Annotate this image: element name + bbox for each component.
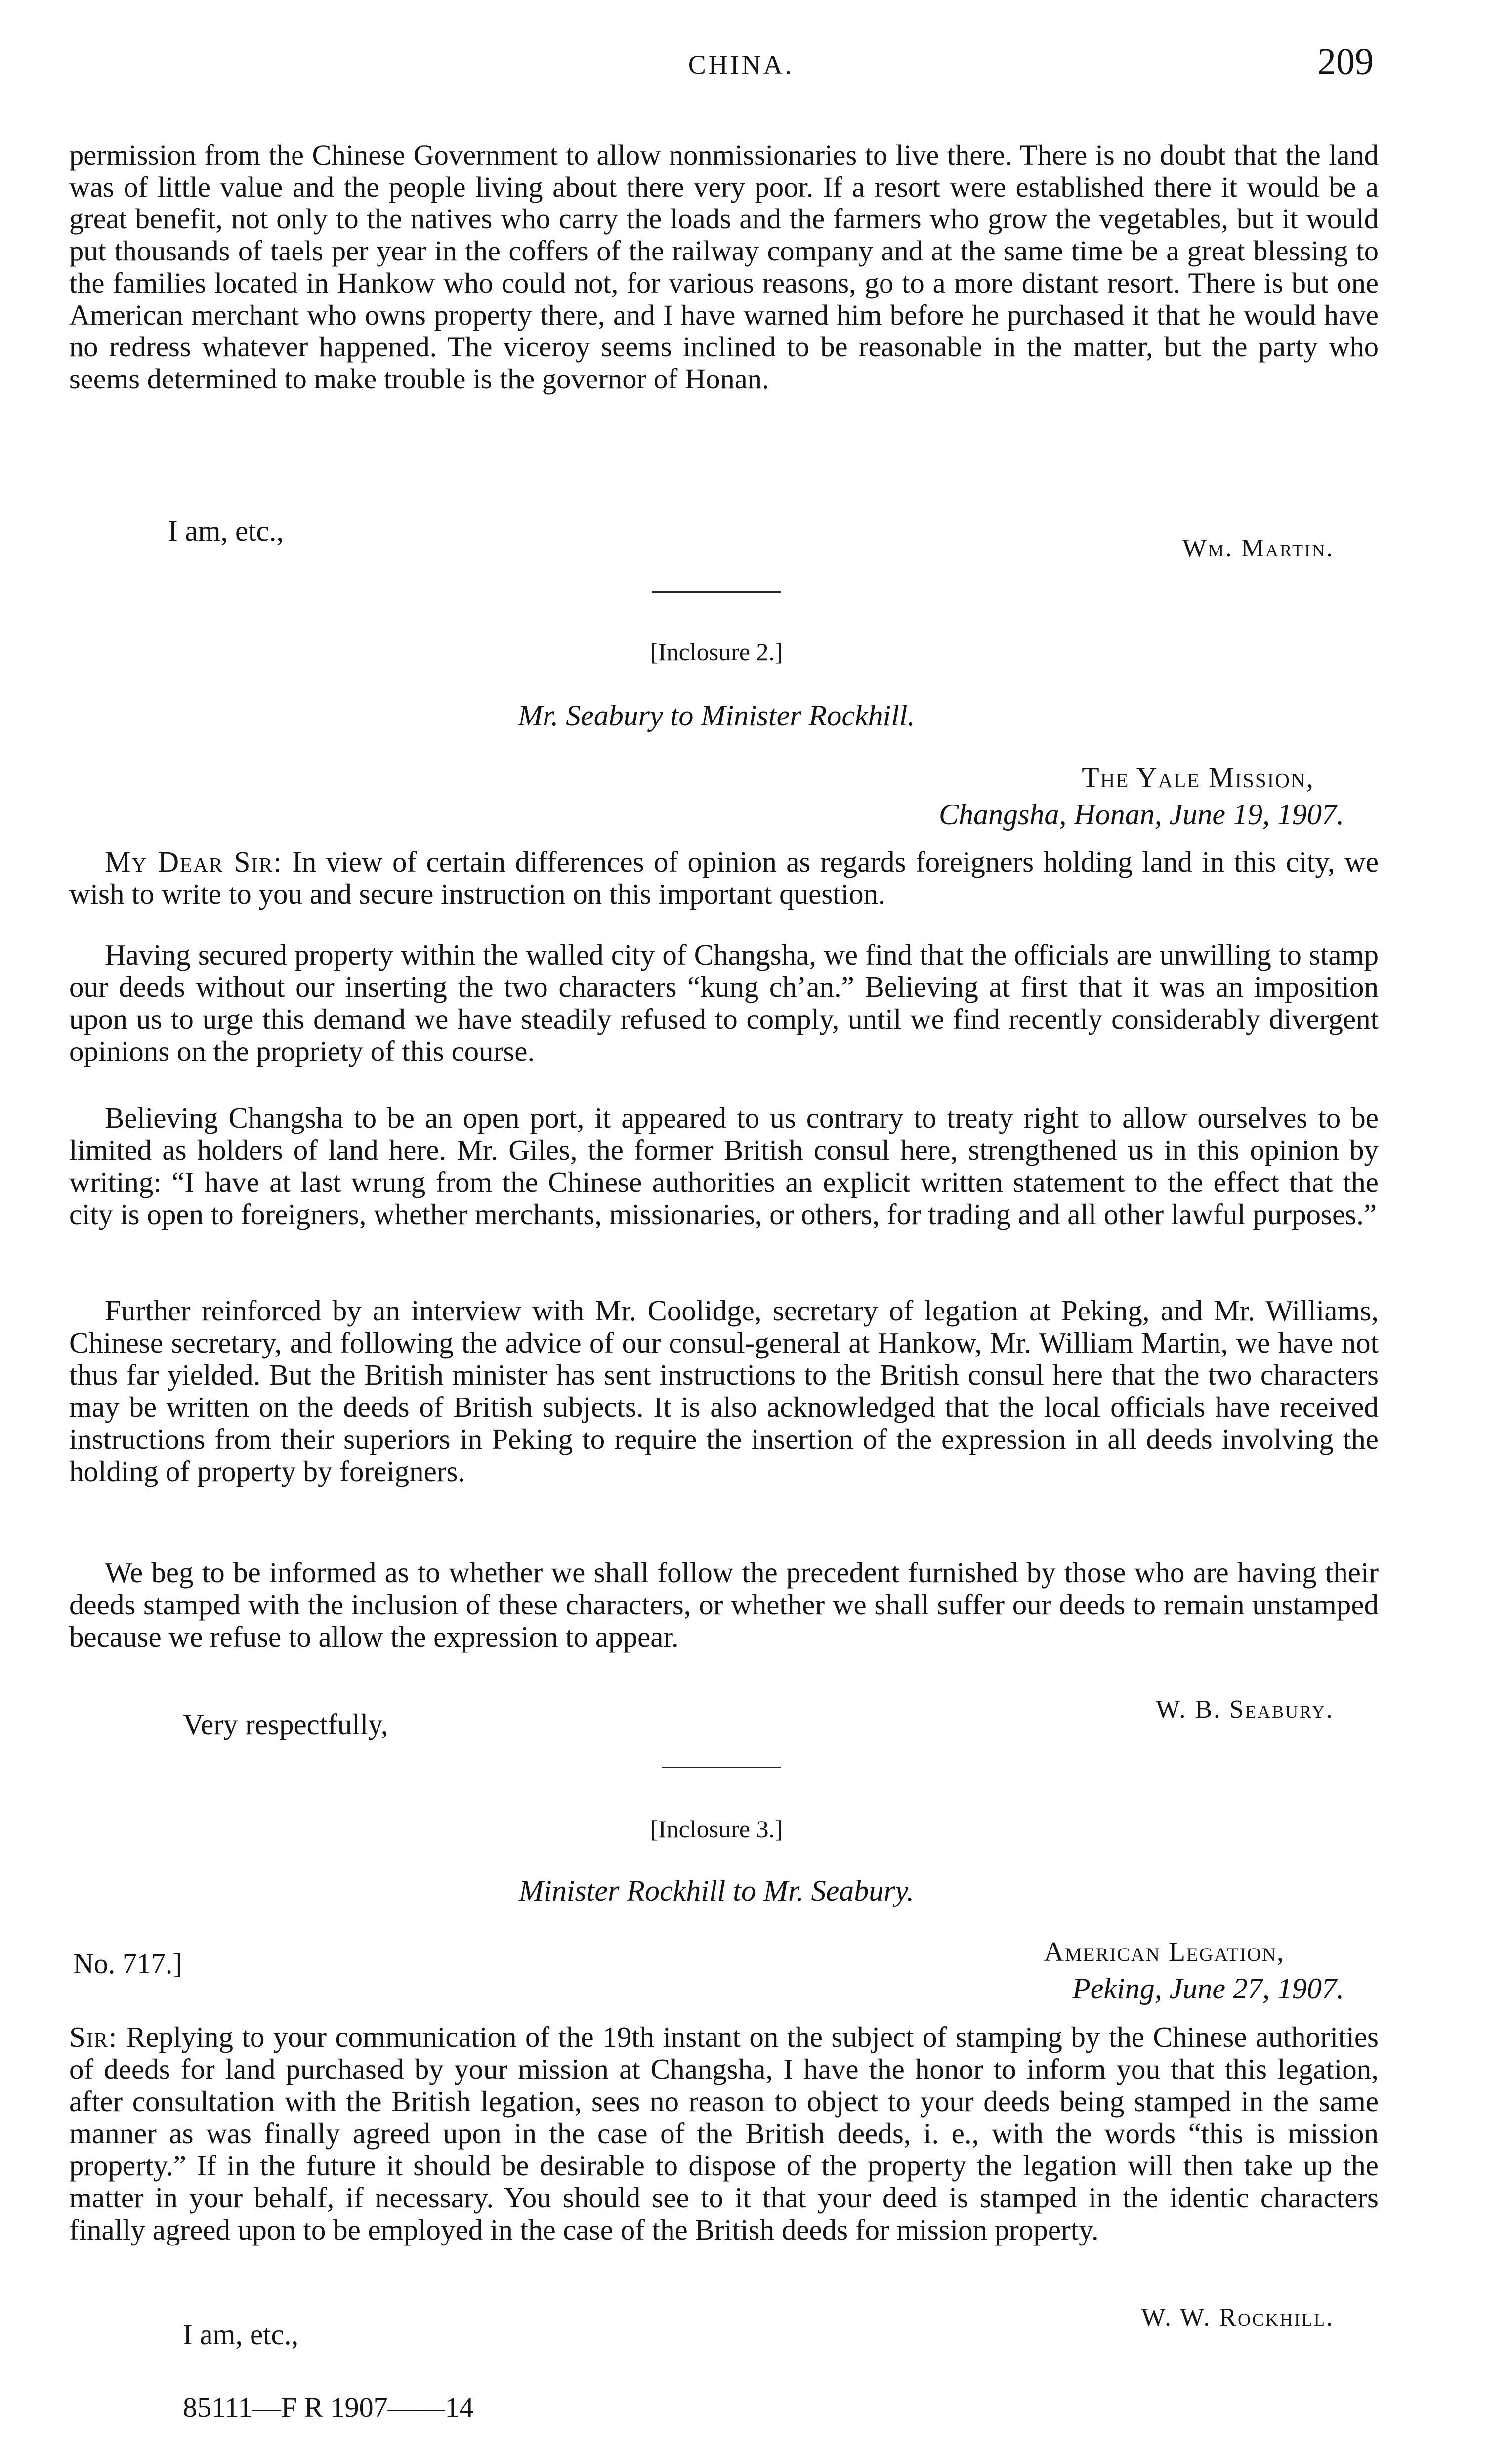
dateline-date: Changsha, Honan, June 19, 1907.	[939, 798, 1344, 831]
letter2-paragraph-1	[69, 846, 1379, 910]
letter2-closing: Very respectfully,	[183, 1708, 388, 1740]
letter-heading: Minister Rockhill to Mr. Seabury.	[519, 1874, 914, 1907]
paragraph-text: Replying to your communication of the 19th instant on the subject of stamping by the Chinese authorities of deeds for land purchased by your mission at Changsha, I have the honor to inform you that this legation, after consultation with the British legation, sees no reason to object to your deeds being stamped in the same manner as was finally agreed upon in the case of the British deeds, i. e., with the words “this is mission property.” If in the future it should be desirable to dispose of the property the legation will then take up the matter in your behalf, if necessary. You should see to it that your deed is stamped in the identic characters finally agreed upon to be employed in the case of the British deeds for mission property.	[69, 2021, 1379, 2246]
letter3-closing: I am, etc.,	[183, 2318, 299, 2351]
letter3-body	[69, 2021, 1379, 2246]
letter2-signature: W. B. Seabury.	[1156, 1695, 1334, 1724]
letter1-body: permission from the Chinese Government to allow nonmissionaries to live there. There is no doubt that the land was of little value and the people living about there very poor. If a resort were established there it would be a great benefit, not only to the natives who carry the loads and the farmers who grow the vegetables, but it would put thousands of taels per year in the coffers of the railway company and at the same time be a great blessing to the families located in Hankow who could not, for various reasons, go to a more distant resort. There is but one American merchant who owns property there, and I have warned him before he purchased it that he would have no redress whatever happened. The viceroy seems inclined to be reasonable in the matter, but the party who seems determined to make trouble is the governor of Honan.	[69, 139, 1379, 395]
inclosure-label: [Inclosure 3.]	[650, 1815, 783, 1843]
dispatch-number: No. 717.]	[73, 1948, 182, 1980]
salutation: My Dear Sir:	[105, 846, 283, 878]
letter3-signature: W. W. Rockhill.	[1141, 2303, 1334, 2331]
dateline-org: American Legation,	[1044, 1937, 1285, 1967]
letter1-signature: Wm. Martin.	[1182, 534, 1334, 562]
dateline-org: The Yale Mission,	[1082, 762, 1314, 794]
separator-rule	[652, 591, 781, 593]
inclosure-label: [Inclosure 2.]	[650, 638, 783, 666]
dateline-date: Peking, June 27, 1907.	[1072, 1972, 1344, 2005]
letter2-paragraph-3: Believing Changsha to be an open port, it appeared to us contrary to treaty right to allow ourselves to be limited as holders of land here. Mr. Giles, the former British consul here, strengthened us in this opinion by writing: “I have at last wrung from the Chinese authorities an explicit written statement to the effect that the city is open to foreigners, whether merchants, missionaries, or others, for trading and all other lawful purposes.”	[69, 1101, 1379, 1230]
page-number: 209	[1317, 41, 1374, 83]
print-signature-code: 85111—F R 1907——14	[183, 2391, 474, 2423]
letter1-closing: I am, etc.,	[168, 514, 284, 547]
paragraph-text: In view of certain differences of opinion as regards foreigners holding land in this city, we wish to write to you and secure instruction on this important question.	[69, 846, 1379, 910]
separator-rule	[662, 1767, 781, 1768]
letter2-paragraph-2: Having secured property within the walled city of Changsha, we find that the officials are unwilling to stamp our deeds without our inserting the two characters “kung ch’an.” Believing at first that it was an imposition upon us to urge this demand we have steadily refused to comply, until we find recently considerably divergent opinions on the propriety of this course.	[69, 938, 1379, 1067]
letter2-paragraph-4: Further reinforced by an interview with Mr. Coolidge, secretary of legation at Peking, and Mr. Williams, Chinese secretary, and following the advice of our consul-general at Hankow, Mr. William Martin, we have not thus far yielded. But the British minister has sent instructions to the British consul here that the two characters may be written on the deeds of British subjects. It is also acknowledged that the local officials have received instructions from their superiors in Peking to require the insertion of the expression in all deeds involving the holding of property by foreigners.	[69, 1294, 1379, 1487]
running-head: CHINA.	[688, 50, 795, 80]
letter2-paragraph-5: We beg to be informed as to whether we shall follow the precedent furnished by those who are having their deeds stamped with the inclusion of these characters, or whether we shall suffer our deeds to remain unstamped because we refuse to allow the expression to appear.	[69, 1556, 1379, 1653]
letter-heading: Mr. Seabury to Minister Rockhill.	[518, 699, 915, 732]
salutation: Sir:	[69, 2021, 118, 2053]
